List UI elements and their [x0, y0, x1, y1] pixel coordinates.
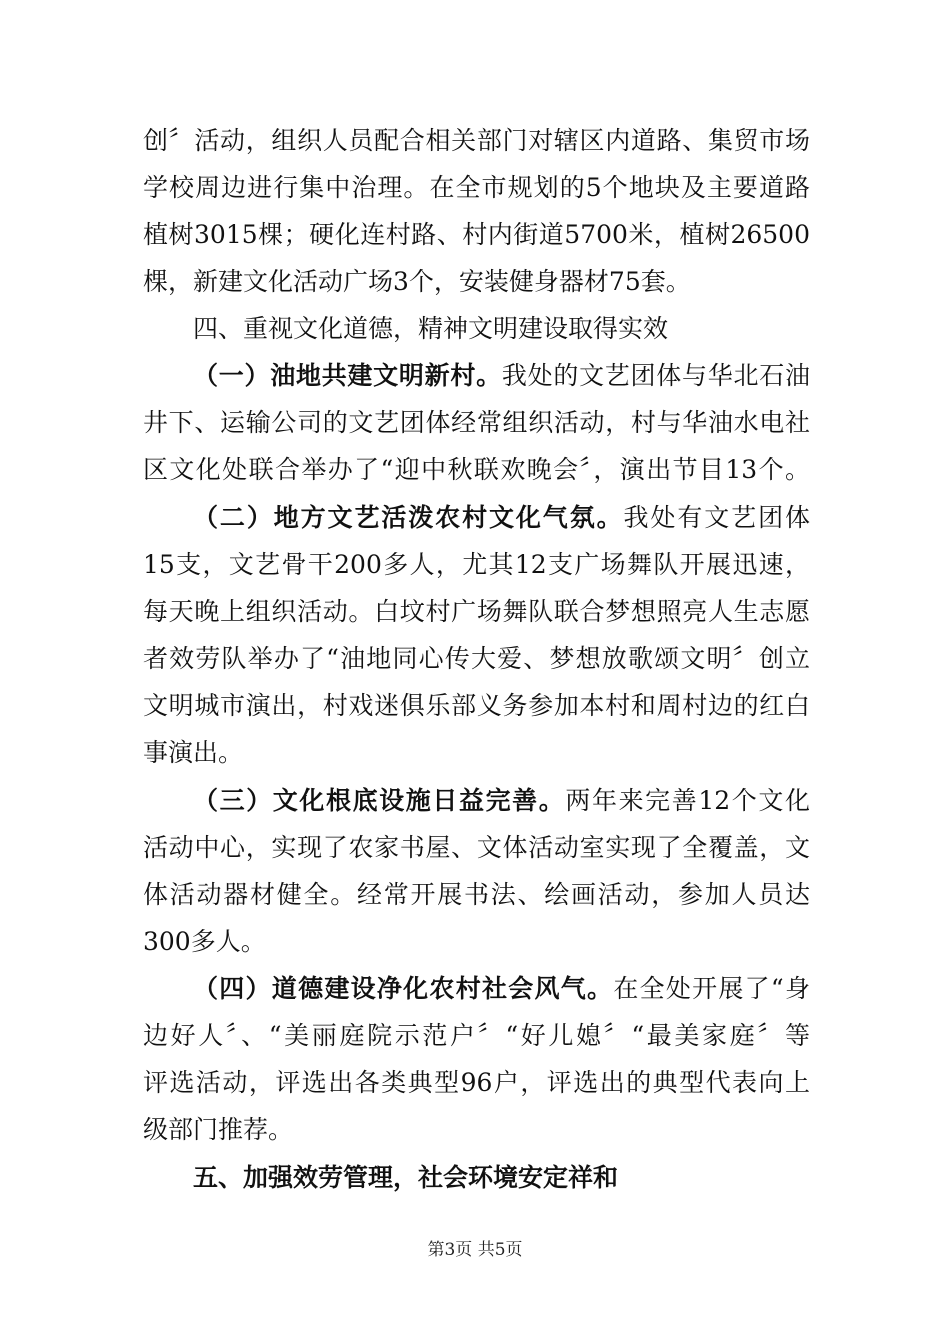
paragraph-line: 井下、运输公司的文艺团体经常组织活动，村与华油水电社	[143, 408, 810, 437]
paragraph-line: 级部门推荐。	[143, 1115, 294, 1144]
paragraph-line: 者效劳队举办了“油地同心传大爱、梦想放歌颂文明〞创立	[143, 644, 810, 673]
paragraph-line: 植树3015棵；硬化连村路、村内街道5700米，植树26500	[143, 220, 810, 249]
subsection-text: 我处有文艺团体	[623, 503, 810, 532]
paragraph-line: 创〞活动，组织人员配合相关部门对辖区内道路、集贸市场	[143, 126, 810, 155]
subsection-first-line	[193, 966, 810, 1012]
subsection-text: 我处的文艺团体与华北石油	[501, 361, 810, 390]
paragraph-line: 学校周边进行集中治理。在全市规划的5个地块及主要道路	[143, 173, 810, 202]
paragraph-line: 评选活动，评选出各类典型96户，评选出的典型代表向上	[143, 1068, 810, 1097]
subsection-title: （一）油地共建文明新村。	[193, 361, 502, 390]
section-heading: 四、重视文化道德，精神文明建设取得实效	[193, 314, 669, 343]
section-heading: 五、加强效劳管理，社会环境安定祥和	[193, 1163, 619, 1192]
subsection-first-line	[193, 353, 810, 399]
subsection-text: 在全处开展了“身	[613, 974, 810, 1003]
paragraph-line: 棵，新建文化活动广场3个，安装健身器材75套。	[143, 267, 691, 296]
paragraph-line: 文明城市演出，村戏迷俱乐部义务参加本村和周村边的红白	[143, 691, 810, 720]
paragraph-line: 事演出。	[143, 738, 244, 767]
paragraph-line: 每天晚上组织活动。白坟村广场舞队联合梦想照亮人生志愿	[143, 597, 810, 626]
paragraph-line: 活动中心，实现了农家书屋、文体活动室实现了全覆盖，文	[143, 833, 810, 862]
paragraph-line: 300多人。	[143, 927, 266, 956]
subsection-first-line	[193, 778, 810, 824]
paragraph-line: 15支，文艺骨干200多人，尤其12支广场舞队开展迅速，	[143, 550, 810, 579]
page-number-footer: 第3页 共5页	[427, 1240, 523, 1260]
paragraph-line: 区文化处联合举办了“迎中秋联欢晚会〞，演出节目13个。	[143, 455, 810, 484]
subsection-text: 两年来完善12个文化	[565, 786, 810, 815]
subsection-title: （二）地方文艺活泼农村文化气氛。	[193, 503, 624, 532]
subsection-first-line	[193, 495, 810, 541]
paragraph-line: 体活动器材健全。经常开展书法、绘画活动，参加人员达	[143, 880, 810, 909]
subsection-title: （三）文化根底设施日益完善。	[193, 786, 566, 815]
subsection-title: （四）道德建设净化农村社会风气。	[193, 974, 614, 1003]
paragraph-line: 边好人〞、“美丽庭院示范户〞“好儿媳〞“最美家庭〞等	[143, 1021, 810, 1050]
